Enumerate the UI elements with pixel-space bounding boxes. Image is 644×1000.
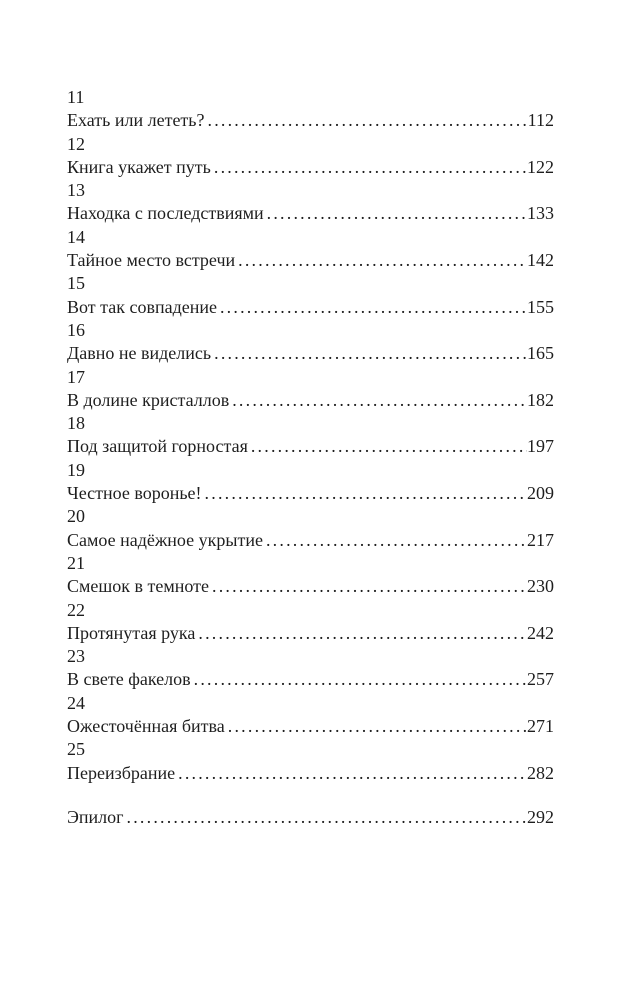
chapter-title: Книга укажет путь [67, 156, 211, 177]
chapter-title: Тайное место встречи [67, 250, 236, 271]
page-number: 217 [527, 529, 554, 550]
chapter-title: Под защитой горностая [67, 436, 248, 457]
toc-entry-21 [67, 552, 554, 599]
toc-line [67, 762, 554, 785]
toc-entry-23 [67, 645, 554, 692]
toc-entry-13 [67, 179, 554, 226]
chapter-title: Смешок в темноте [67, 576, 209, 597]
page-number: 209 [527, 483, 554, 504]
dot-leader [191, 668, 527, 691]
dot-leader [217, 296, 527, 319]
page-number: 112 [527, 110, 554, 131]
toc-entry-18 [67, 412, 554, 459]
toc-entry-15 [67, 272, 554, 319]
page-number: 230 [527, 576, 554, 597]
chapter-title: Вот так совпадение [67, 296, 217, 317]
chapter-title: Самое надёжное укрытие [67, 529, 263, 550]
chapter-number: 18 [67, 413, 85, 434]
page-number: 271 [527, 716, 554, 737]
chapter-title: Находка с последствиями [67, 203, 264, 224]
toc-entry-25 [67, 738, 554, 785]
epilogue-title: Эпилог [67, 806, 124, 827]
chapter-title: Давно не виделись [67, 343, 212, 364]
dot-leader [225, 715, 527, 738]
chapter-number: 14 [67, 226, 85, 247]
toc-line [67, 482, 554, 505]
page-number: 242 [527, 622, 554, 643]
chapter-number: 16 [67, 319, 85, 340]
toc-line [67, 389, 554, 412]
toc-entry-11 [67, 86, 554, 133]
dot-leader [263, 529, 527, 552]
toc-entry-24 [67, 692, 554, 739]
dot-leader [175, 762, 527, 785]
chapter-number: 21 [67, 552, 85, 573]
chapter-number: 24 [67, 692, 85, 713]
page-number: 282 [527, 762, 554, 783]
toc-entry-19 [67, 459, 554, 506]
page-number: 292 [527, 806, 554, 827]
chapter-title: Честное воронье! [67, 483, 202, 504]
toc-line [67, 622, 554, 645]
toc-line [67, 435, 554, 458]
toc-line [67, 202, 554, 225]
page-number: 155 [527, 296, 554, 317]
toc-entry-epilogue [67, 806, 554, 829]
dot-leader [195, 622, 527, 645]
chapter-number: 23 [67, 646, 85, 667]
page-number: 257 [527, 669, 554, 690]
chapter-title: Ехать или лететь? [67, 110, 205, 131]
chapter-number: 11 [67, 87, 85, 107]
toc-entry-14 [67, 226, 554, 273]
chapter-number: 19 [67, 459, 85, 480]
toc-line [67, 529, 554, 552]
page-number: 133 [527, 203, 554, 224]
chapter-number: 15 [67, 273, 85, 294]
toc-entry-12 [67, 133, 554, 180]
chapter-title: В свете факелов [67, 669, 191, 690]
table-of-contents [67, 86, 554, 829]
chapter-title: В долине кристаллов [67, 389, 230, 410]
dot-leader [229, 389, 527, 412]
chapter-number: 17 [67, 366, 85, 387]
dot-leader [209, 575, 527, 598]
chapter-number: 12 [67, 133, 85, 154]
toc-entry-17 [67, 366, 554, 413]
toc-line [67, 296, 554, 319]
toc-line [67, 109, 554, 132]
dot-leader [264, 202, 527, 225]
toc-entry-22 [67, 599, 554, 646]
dot-leader [124, 806, 527, 829]
dot-leader [211, 156, 527, 179]
toc-line [67, 575, 554, 598]
toc-line [67, 715, 554, 738]
toc-line [67, 342, 554, 365]
toc-line [67, 668, 554, 691]
page-number: 142 [527, 250, 554, 271]
toc-line [67, 249, 554, 272]
dot-leader [205, 109, 528, 132]
dot-leader [202, 482, 527, 505]
dot-leader [211, 342, 527, 365]
page-number: 182 [527, 389, 554, 410]
page-number: 122 [527, 156, 554, 177]
chapter-number: 22 [67, 599, 85, 620]
page-number: 197 [527, 436, 554, 457]
dot-leader [248, 435, 527, 458]
toc-entry-20 [67, 505, 554, 552]
chapter-title: Переизбрание [67, 762, 176, 783]
chapter-number: 13 [67, 180, 85, 201]
dot-leader [235, 249, 527, 272]
toc-entry-16 [67, 319, 554, 366]
toc-line [67, 806, 554, 829]
chapter-number: 20 [67, 506, 85, 527]
chapter-number: 25 [67, 739, 85, 760]
toc-line [67, 156, 554, 179]
page-number: 165 [527, 343, 554, 364]
chapter-title: Протянутая рука [67, 622, 196, 643]
chapter-title: Ожесточённая битва [67, 716, 225, 737]
